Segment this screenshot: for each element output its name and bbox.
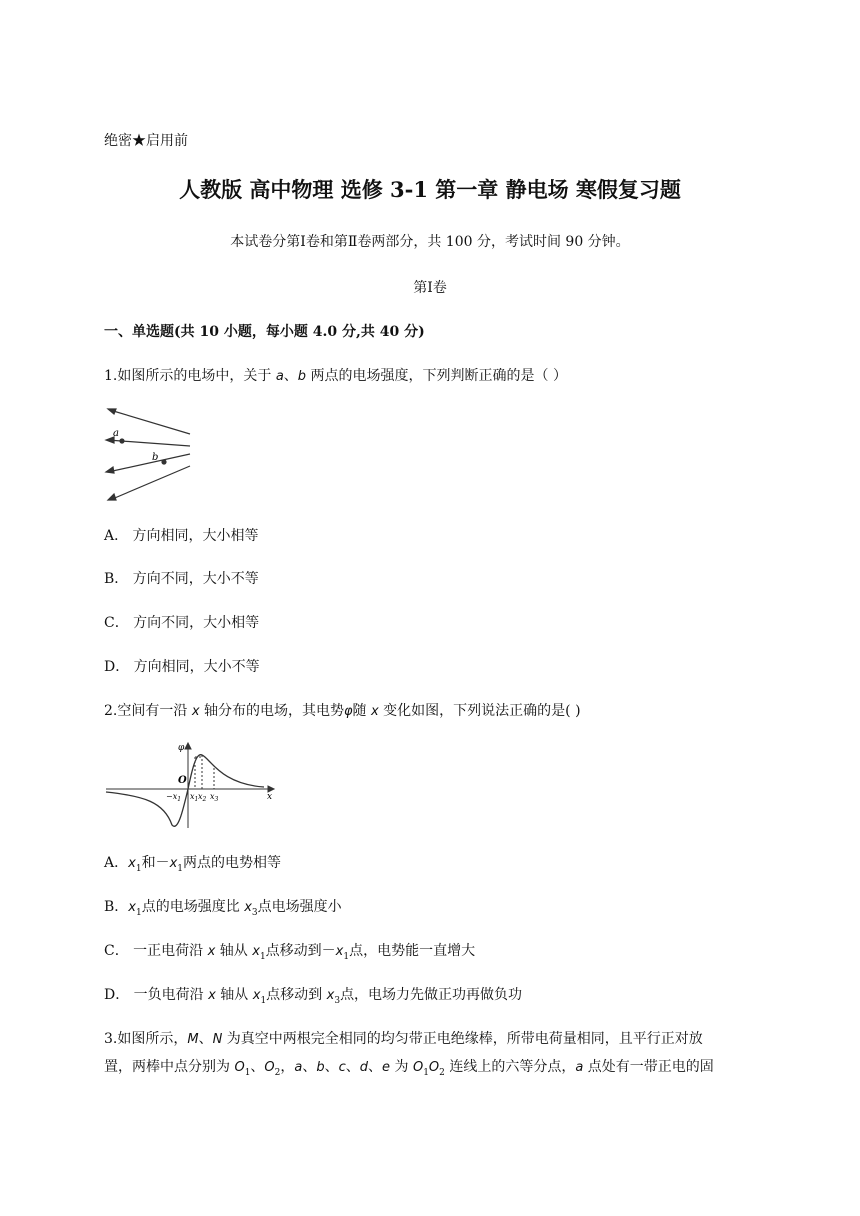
q2-var-x: x	[191, 704, 200, 719]
x-axis-label: x	[267, 792, 273, 802]
q1-text-2: 两点的电场强度，下列判断正确的是（ ）	[306, 368, 567, 384]
question-2-stem	[104, 701, 581, 722]
x2-tick-label: $x_2$	[198, 792, 207, 803]
q1-var-b: b	[297, 369, 307, 384]
q2-potential-graph	[104, 740, 280, 832]
phi-axis-arrow	[185, 743, 191, 749]
q1-var-a: a	[275, 369, 284, 384]
x3-tick-label: $x_3$	[210, 792, 219, 803]
q2-text-1: 2.空间有一沿	[104, 703, 192, 719]
q1-option-c[interactable]: C． 方向不同，大小相等	[104, 615, 260, 631]
origin-label: O	[178, 775, 187, 786]
field-line-arrow-1	[108, 409, 116, 414]
q2-text-4: 变化如图，下列说法正确的是( )	[378, 703, 581, 719]
q1-option-a[interactable]: A． 方向相同，大小相等	[104, 528, 259, 544]
question-3-stem-line-2: 置，两棒中点分别为 $O_1$、$O_2$，a、b、c、d、e 为 $O_1O_2$ 连线上的六等分点，a 点处有一带正电的固	[104, 1059, 714, 1078]
field-line-1	[110, 410, 190, 434]
q1-text-1: 1.如图所示的电场中，关于	[104, 368, 276, 384]
q1-option-d[interactable]: D． 方向相同，大小不等	[104, 659, 260, 675]
field-line-3	[108, 454, 190, 472]
q2-text-3: 随	[352, 703, 371, 719]
document-title: 人教版 高中物理 选修 3-1 第一章 静电场 寒假复习题	[179, 177, 681, 202]
part-heading: 第Ⅰ卷	[413, 280, 447, 296]
field-line-arrow-4	[108, 494, 116, 500]
q2-option-c[interactable]: C． 一正电荷沿 x 轴从 $x_1$点移动到$-x_1$点，电势能一直增大	[104, 943, 476, 962]
q2-var-phi: φ	[343, 704, 353, 719]
point-a-dot	[120, 439, 124, 443]
q2-text-2: 轴分布的电场，其电势	[199, 703, 344, 719]
point-a-label: a	[113, 428, 119, 439]
q1-option-b[interactable]: B． 方向不同，大小不等	[104, 571, 259, 587]
q2-var-x-2: x	[371, 704, 379, 719]
q2-option-d[interactable]: D． 一负电荷沿 x 轴从 $x_1$点移动到 $x_3$点，电场力先做正功再做负功	[104, 987, 523, 1006]
field-line-arrow-3	[106, 467, 114, 473]
q2-option-a[interactable]: A．$x_1$和$-x_1$两点的电势相等	[104, 855, 281, 874]
potential-curve	[106, 755, 264, 827]
q1-sep: 、	[283, 368, 298, 384]
x1-tick-label: $x_1$	[190, 792, 199, 803]
phi-axis-label: φ	[178, 743, 185, 753]
neg-x1-tick-label: $-x_1$	[166, 792, 182, 803]
question-1-stem	[104, 366, 567, 387]
question-3-stem-line-1: 3.如图所示，M、N 为真空中两根完全相同的均匀带正电绝缘棒，所带电荷量相同，且平行正对放	[104, 1031, 703, 1047]
point-b-dot	[162, 460, 166, 464]
point-b-label: b	[152, 452, 159, 463]
confidential-label: 绝密★启用前	[104, 133, 188, 149]
q1-field-lines-figure	[100, 404, 196, 504]
section-heading: 一、单选题(共 10 小题，每小题 4.0 分,共 40 分)	[104, 324, 425, 340]
q2-option-b[interactable]: B．$x_1$点的电场强度比 $x_3$点电场强度小	[104, 899, 342, 918]
field-line-4	[110, 466, 190, 500]
exam-intro: 本试卷分第Ⅰ卷和第Ⅱ卷两部分，共 100 分，考试时间 90 分钟。	[230, 234, 630, 250]
